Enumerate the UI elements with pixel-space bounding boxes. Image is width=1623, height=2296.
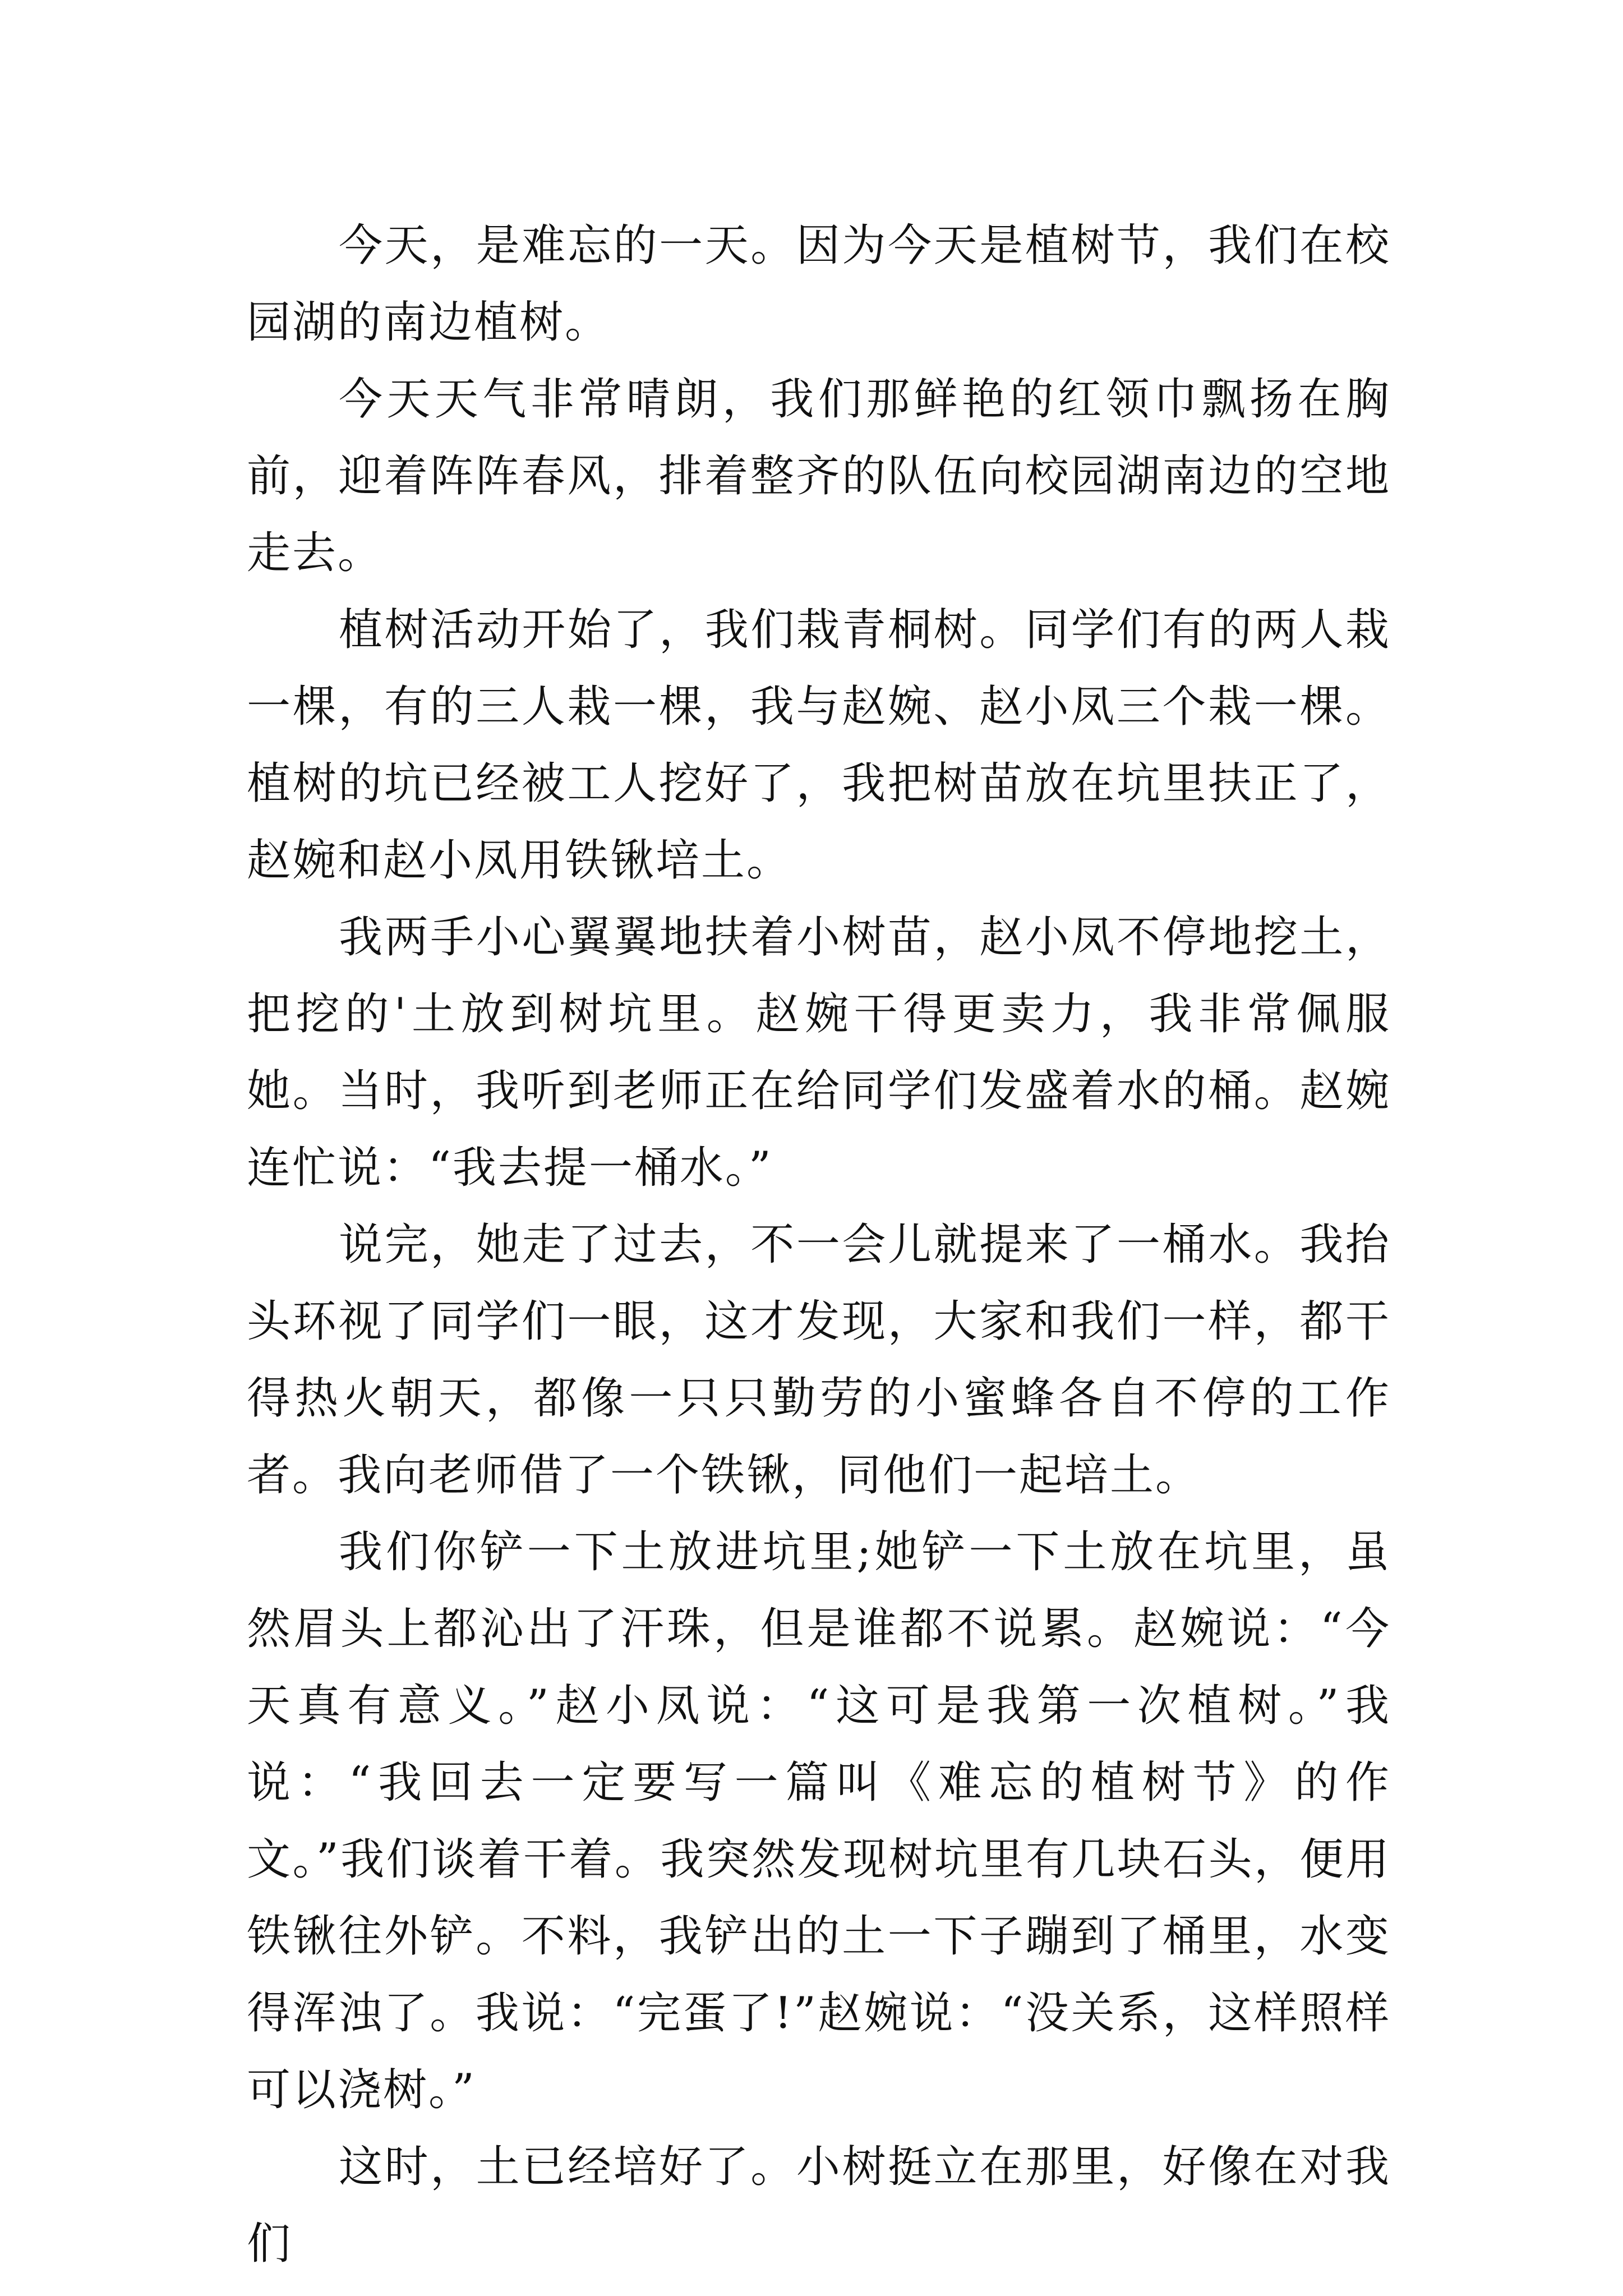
- paragraph-7: 这时，土已经培好了。小树挺立在那里，好像在对我们: [247, 2142, 1391, 2269]
- paragraph-5: 说完，她走了过去，不一会儿就提来了一桶水。我抬头环视了同学们一眼，这才发现，大家和我们一样，都干得热火朝天，都像一只只勤劳的小蜜蜂各自不停的工作者。我向老师借了一个铁锹，同他们一起培土。: [247, 1220, 1391, 1501]
- document-body: [247, 208, 1391, 2283]
- paragraph-3: 植树活动开始了，我们栽青桐树。同学们有的两人栽一棵，有的三人栽一棵，我与赵婉、赵小凤三个栽一棵。植树的坑已经被工人挖好了，我把树苗放在坑里扶正了，赵婉和赵小凤用铁锹培土。: [247, 605, 1391, 886]
- paragraph-4: 我两手小心翼翼地扶着小树苗，赵小凤不停地挖土，把挖的'土放到树坑里。赵婉干得更卖力，我非常佩服她。当时，我听到老师正在给同学们发盛着水的桶。赵婉连忙说：“我去提一桶水。”: [247, 912, 1391, 1193]
- paragraph-6: 我们你铲一下土放进坑里;她铲一下土放在坑里，虽然眉头上都沁出了汗珠，但是谁都不说累。赵婉说：“今天真有意义。”赵小凤说：“这可是我第一次植树。”我说：“我回去一定要写一篇叫《难忘的植树节》的作文。”我们谈着干着。我突然发现树坑里有几块石头，便用铁锹往外铲。不料，我铲出的土一下子蹦到了桶里，水变得浑浊了。我说：“完蛋了!”赵婉说：“没关系，这样照样可以浇树。”: [247, 1527, 1391, 2115]
- paragraph-2: 今天天气非常晴朗，我们那鲜艳的红领巾飘扬在胸前，迎着阵阵春风，排着整齐的队伍向校园湖南边的空地走去。: [247, 374, 1391, 578]
- paragraph-1: 今天，是难忘的一天。因为今天是植树节，我们在校园湖的南边植树。: [247, 220, 1391, 348]
